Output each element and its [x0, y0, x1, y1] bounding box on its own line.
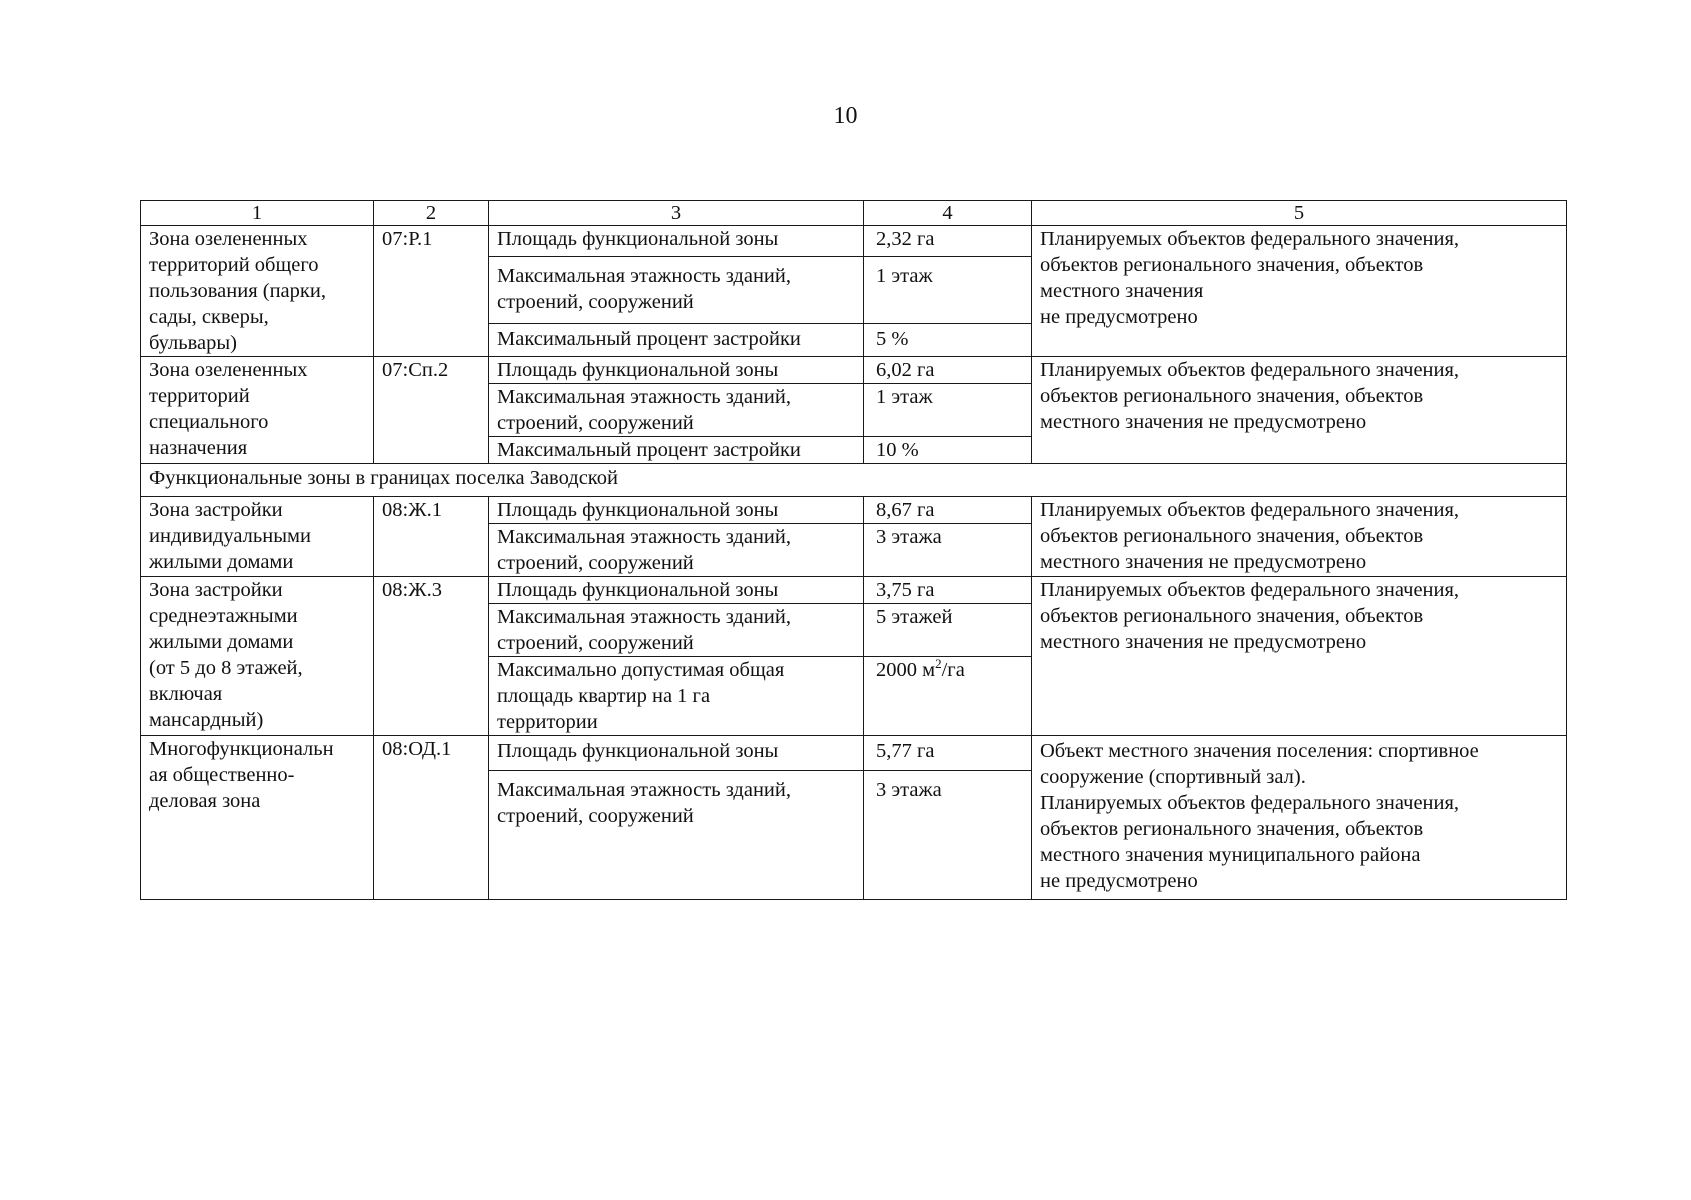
parameter-name-cell: Площадь функциональной зоны	[489, 357, 864, 384]
zone-name-cell: Зона застройки среднеэтажными жилыми домами (от 5 до 8 этажей, включая мансардный)	[141, 577, 374, 736]
planned-objects-cell: Планируемых объектов федерального значения, объектов регионального значения, объектов местного значения не предусмотрено	[1032, 497, 1567, 577]
parameter-value-cell: 10 %	[864, 437, 1032, 464]
zone-name-cell: Зона застройки индивидуальными жилыми домами	[141, 497, 374, 577]
parameter-value-cell	[864, 657, 1032, 736]
table-row	[141, 226, 1567, 257]
value-number: 2000 м	[876, 659, 936, 681]
column-header-1: 1	[141, 201, 374, 226]
parameter-name-cell: Максимальная этажность зданий, строений, сооружений	[489, 256, 864, 323]
parameter-name-cell: Максимальная этажность зданий, строений, сооружений	[489, 604, 864, 657]
value-unit: /га	[941, 659, 965, 681]
parameter-value-cell: 2,32 га	[864, 226, 1032, 257]
parameter-name-cell: Площадь функциональной зоны	[489, 577, 864, 604]
table-row	[141, 497, 1567, 524]
page-number: 10	[833, 103, 858, 129]
planned-objects-cell: Объект местного значения поселения: спортивное сооружение (спортивный зал). Планируемых объектов федерального значения, объектов регионального значения, объектов местного значения муниципального района не предусмотрено	[1032, 736, 1567, 900]
zone-code-cell: 08:ОД.1	[374, 736, 489, 900]
parameter-value-cell: 1 этаж	[864, 384, 1032, 437]
column-header-3: 3	[489, 201, 864, 226]
section-title: Функциональные зоны в границах поселка Заводской	[141, 464, 1567, 497]
zone-name-cell: Зона озелененных территорий специального назначения	[141, 357, 374, 464]
parameter-value-cell: 3 этажа	[864, 771, 1032, 900]
planned-objects-cell: Планируемых объектов федерального значения, объектов регионального значения, объектов местного значения не предусмотрено	[1032, 577, 1567, 736]
parameter-name-cell: Максимальная этажность зданий, строений, сооружений	[489, 771, 864, 900]
functional-zones-table	[140, 200, 1567, 900]
parameter-value-cell: 3,75 га	[864, 577, 1032, 604]
parameter-value-cell: 5 этажей	[864, 604, 1032, 657]
table-header-row	[141, 201, 1567, 226]
parameter-value-cell: 5 %	[864, 323, 1032, 356]
column-header-4: 4	[864, 201, 1032, 226]
parameter-value-cell: 1 этаж	[864, 256, 1032, 323]
column-header-5: 5	[1032, 201, 1567, 226]
zone-name-cell: Зона озелененных территорий общего пользования (парки, сады, скверы, бульвары)	[141, 226, 374, 357]
zone-code-cell: 08:Ж.1	[374, 497, 489, 577]
section-row	[141, 464, 1567, 497]
table-row	[141, 357, 1567, 384]
parameter-value-cell: 8,67 га	[864, 497, 1032, 524]
parameter-name-cell: Площадь функциональной зоны	[489, 736, 864, 771]
parameter-name-cell: Площадь функциональной зоны	[489, 497, 864, 524]
zone-code-cell: 07:Р.1	[374, 226, 489, 357]
parameter-name-cell: Максимальная этажность зданий, строений, сооружений	[489, 384, 864, 437]
zone-code-cell: 07:Сп.2	[374, 357, 489, 464]
planned-objects-cell: Планируемых объектов федерального значения, объектов регионального значения, объектов местного значения не предусмотрено	[1032, 226, 1567, 357]
parameter-name-cell: Максимальный процент застройки	[489, 437, 864, 464]
parameter-name-cell: Максимально допустимая общая площадь квартир на 1 га территории	[489, 657, 864, 736]
zone-code-cell: 08:Ж.3	[374, 577, 489, 736]
parameter-value-cell: 5,77 га	[864, 736, 1032, 771]
parameter-value-cell: 3 этажа	[864, 524, 1032, 577]
value-superscript: 2	[935, 656, 942, 672]
parameter-name-cell: Максимальный процент застройки	[489, 323, 864, 356]
table-row	[141, 736, 1567, 771]
column-header-2: 2	[374, 201, 489, 226]
parameter-name-cell: Максимальная этажность зданий, строений, сооружений	[489, 524, 864, 577]
table-row	[141, 577, 1567, 604]
parameter-name-cell: Площадь функциональной зоны	[489, 226, 864, 257]
parameter-value-cell: 6,02 га	[864, 357, 1032, 384]
zone-name-cell: Многофункциональн ая общественно- деловая зона	[141, 736, 374, 900]
planned-objects-cell: Планируемых объектов федерального значения, объектов регионального значения, объектов местного значения не предусмотрено	[1032, 357, 1567, 464]
